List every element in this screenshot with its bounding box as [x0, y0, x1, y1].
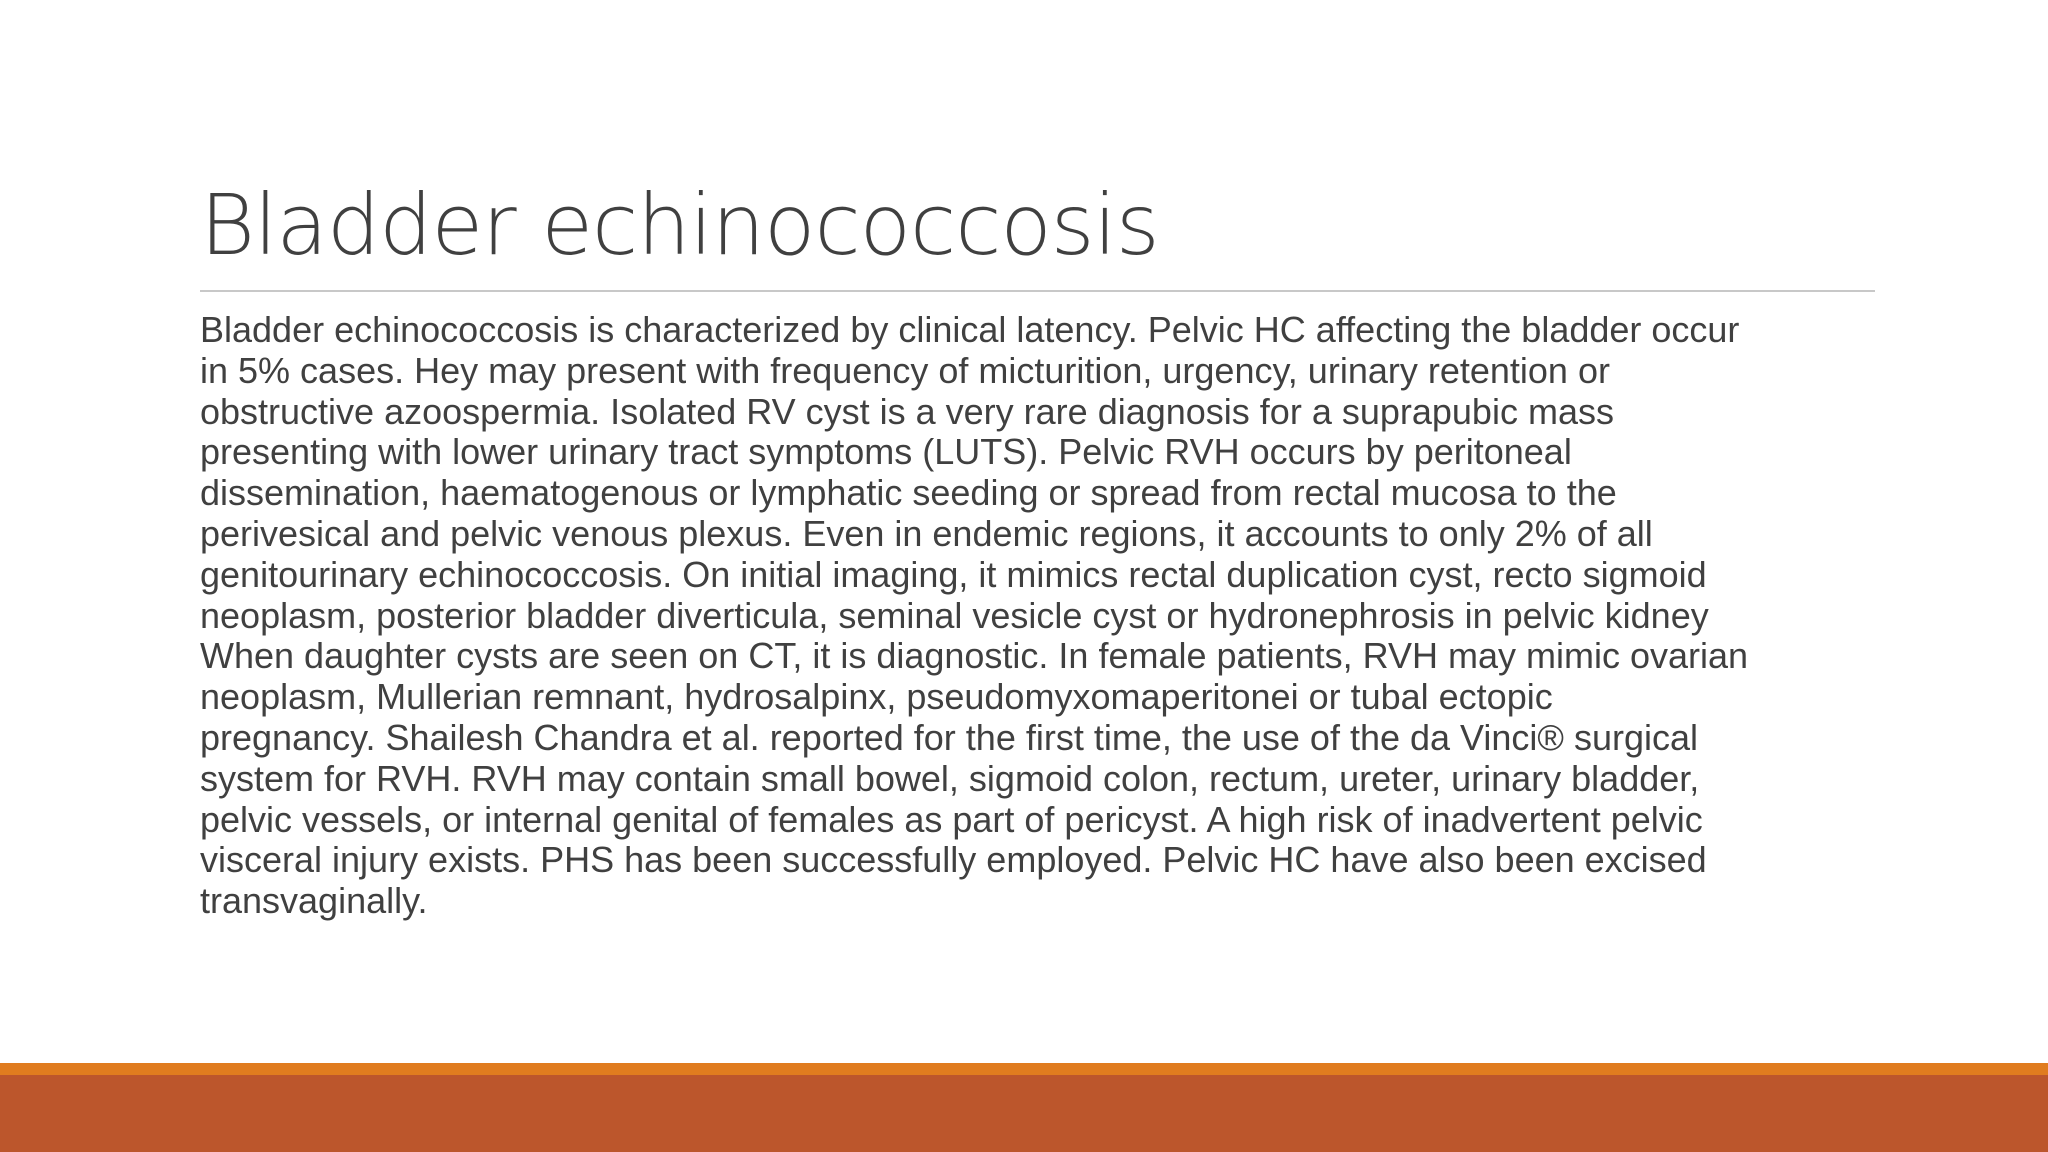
- body-line: in 5% cases. Hey may present with frequency of micturition, urgency, urinary retention or: [200, 349, 1610, 391]
- footer-accent-stripe: [0, 1063, 2048, 1075]
- body-line: genitourinary echinococcosis. On initial imaging, it mimics rectal duplication cyst, recto sigmoid: [200, 553, 1707, 595]
- footer-band: [0, 1075, 2048, 1152]
- body-line: perivesical and pelvic venous plexus. Even in endemic regions, it accounts to only 2% of all: [200, 512, 1653, 554]
- body-line: pelvic vessels, or internal genital of females as part of pericyst. A high risk of inadvertent pelvic: [200, 798, 1703, 840]
- body-line: Bladder echinococcosis is characterized by clinical latency. Pelvic HC affecting the bladder occur: [200, 309, 1740, 350]
- body-line: visceral injury exists. PHS has been successfully employed. Pelvic HC have also been excised: [200, 839, 1707, 881]
- slide-body-text: [200, 310, 1880, 922]
- body-line: When daughter cysts are seen on CT, it is diagnostic. In female patients, RVH may mimic ovarian: [200, 635, 1749, 677]
- body-line: obstructive azoospermia. Isolated RV cyst is a very rare diagnosis for a suprapubic mass: [200, 390, 1614, 432]
- body-line: neoplasm, Mullerian remnant, hydrosalpinx, pseudomyxomaperitonei or tubal ectopic: [200, 676, 1553, 718]
- body-line: pregnancy. Shailesh Chandra et al. reported for the first time, the use of the da Vinci® surgical: [200, 716, 1699, 758]
- slide-title: Bladder echinococcosis: [200, 176, 1159, 274]
- body-line: neoplasm, posterior bladder diverticula, seminal vesicle cyst or hydronephrosis in pelvic kidney: [200, 594, 1709, 636]
- body-line: dissemination, haematogenous or lymphatic seeding or spread from rectal mucosa to the: [200, 472, 1617, 514]
- body-line: presenting with lower urinary tract symptoms (LUTS). Pelvic RVH occurs by peritoneal: [200, 431, 1572, 473]
- title-divider: [200, 290, 1875, 292]
- body-line: transvaginally.: [200, 880, 428, 922]
- body-line: system for RVH. RVH may contain small bowel, sigmoid colon, rectum, ureter, urinary bladder,: [200, 757, 1700, 799]
